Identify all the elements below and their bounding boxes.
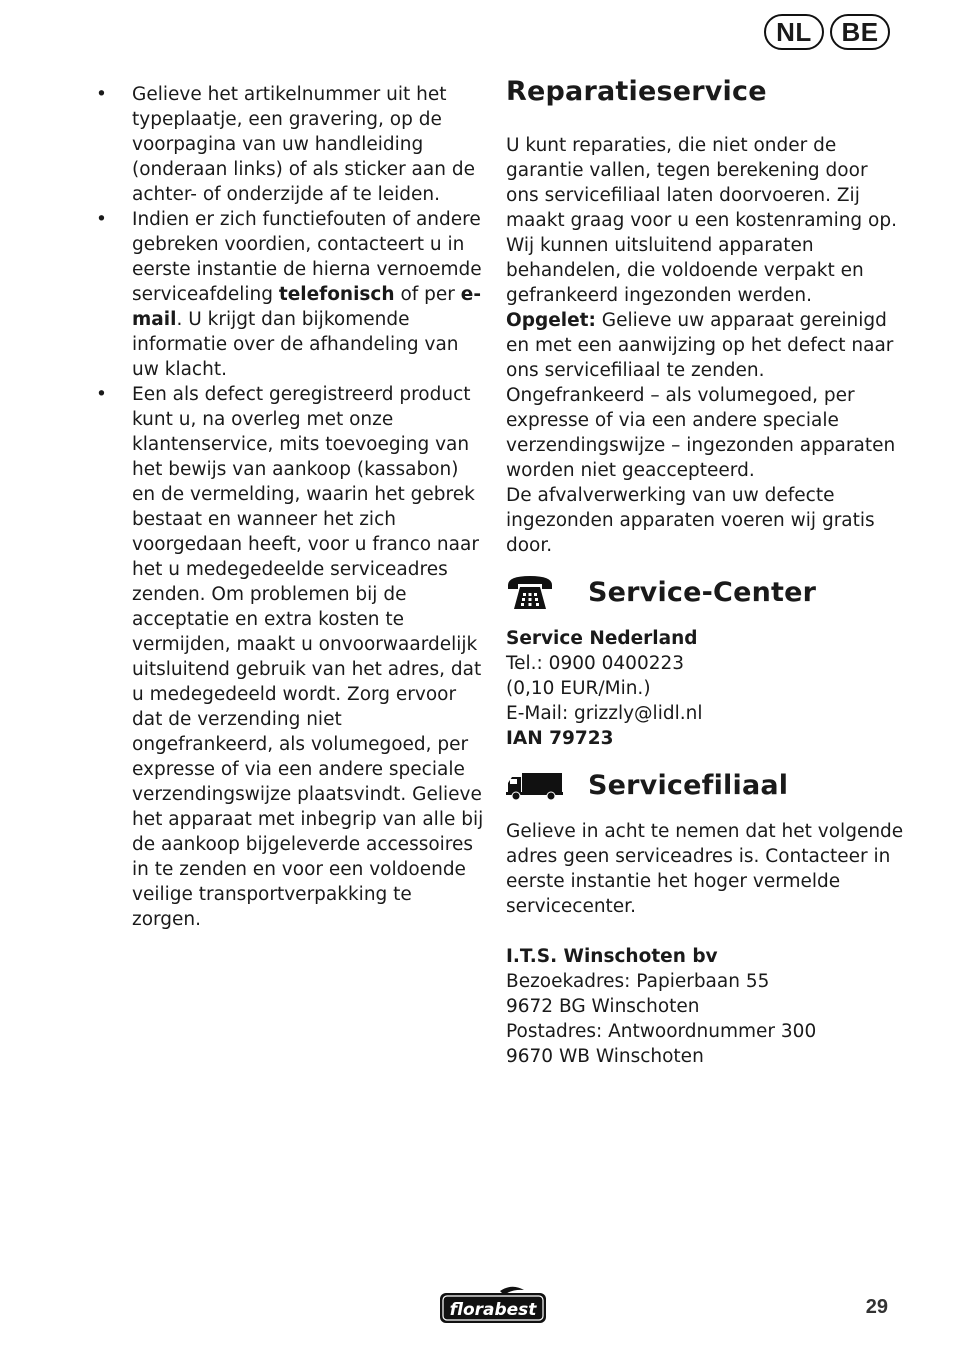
bullet-dot: • xyxy=(96,84,107,105)
service-center-heading: Service-Center xyxy=(588,577,817,608)
telephone-icon xyxy=(506,573,588,613)
attention-text: Gelieve uw apparaat gereinigd en met een aanwijzing op het defect naar ons servicefiliaal te zenden. xyxy=(506,310,894,381)
bullet-text: Een als defect geregistreerd product kunt u, na overleg met onze klantenservice, mits toevoeging van het bewijs van aankoop (kassabon) en de vermelding, waarin het gebrek bestaat en wanneer het zich voorgedaan heeft, voor u franco naar het u medegedeelde serviceadres zenden. Om problemen bij de acceptatie en extra kosten te vermijden, maakt u onvoorwaardelijk uitsluitend gebruik van het adres, dat u medegedeeld wordt. Zorg ervoor dat de verzending niet ongefrankeerd, als volumegoed, per expresse of via een andere speciale verzendingswijze plaatsvindt. Gelieve het apparaat met inbegrip van alle bij de aankoop bijgeleverde accessoires in te zenden en voor een voldoende veilige transportverpakking te zorgen. xyxy=(132,384,484,930)
bullet-text-part: Indien er zich functiefouten of andere gebreken voordien, contacteert u in eerste instantie de hierna vernoemde serviceafdeling xyxy=(132,209,482,305)
language-badges xyxy=(764,14,890,50)
servicefiliaal-header xyxy=(506,765,906,807)
bullet-text: Gelieve het artikelnummer uit het typeplaatje, een gravering, op de voorpagina van uw handleiding (onderaan links) of als sticker aan de achter- of onderzijde af te leiden. xyxy=(132,84,475,205)
servicefiliaal-body xyxy=(506,819,906,1069)
repair-paragraph: Wij kunnen uitsluitend apparaten behandelen, die voldoende verpakt en gefrankeerd ingezonden werden. xyxy=(506,235,864,306)
repair-body xyxy=(506,133,906,558)
service-center-details xyxy=(506,626,906,751)
service-rate: (0,10 EUR/Min.) xyxy=(506,678,651,699)
service-name: Service Nederland xyxy=(506,628,698,649)
repair-paragraph: U kunt reparaties, die niet onder de garantie vallen, tegen berekening door ons servicefiliaal laten doorvoeren. Zij maakt graag voor u een kostenraming op. xyxy=(506,135,898,231)
service-phone: Tel.: 0900 0400223 xyxy=(506,653,685,674)
list-item xyxy=(96,382,486,932)
address-line: 9672 BG Winschoten xyxy=(506,996,700,1017)
bullet-text-part: . U krijgt dan bijkomende informatie over de afhandeling van uw klacht. xyxy=(132,309,459,380)
repair-paragraph: Ongefrankeerd – als volumegoed, per expresse of via een andere speciale verzendingswijze – ingezonden apparaten worden niet geaccepteerd. xyxy=(506,385,896,481)
right-column xyxy=(506,74,906,1069)
repair-paragraph xyxy=(506,308,906,383)
left-column xyxy=(96,82,486,932)
lang-badge-be: BE xyxy=(830,14,890,50)
lang-badge-nl: NL xyxy=(764,14,824,50)
company-name: I.T.S. Winschoten bv xyxy=(506,946,718,967)
bullet-bold-phone: telefonisch xyxy=(278,284,395,305)
bullet-dot: • xyxy=(96,384,107,405)
bullet-list xyxy=(96,82,486,932)
address-line: Bezoekadres: Papierbaan 55 xyxy=(506,971,770,992)
bullet-bold-email: e-mail xyxy=(132,284,482,330)
service-ian: IAN 79723 xyxy=(506,728,614,749)
address-line: Postadres: Antwoordnummer 300 xyxy=(506,1021,817,1042)
bullet-dot: • xyxy=(96,209,107,230)
bullet-text-part: of per xyxy=(394,284,461,305)
servicefiliaal-note: Gelieve in acht te nemen dat het volgende adres geen serviceadres is. Contacteer in eerste instantie het hoger vermelde servicecenter. xyxy=(506,821,904,917)
repair-paragraph: De afvalverwerking van uw defecte ingezonden apparaten voeren wij gratis door. xyxy=(506,485,875,556)
list-item xyxy=(96,82,486,207)
service-center-header xyxy=(506,572,906,614)
list-item xyxy=(96,207,486,382)
repair-heading: Reparatieservice xyxy=(506,76,767,107)
address-line: 9670 WB Winschoten xyxy=(506,1046,704,1067)
truck-icon xyxy=(506,771,588,801)
servicefiliaal-heading: Servicefiliaal xyxy=(588,770,789,801)
logo-text: florabest xyxy=(449,1300,537,1320)
service-email: E-Mail: grizzly@lidl.nl xyxy=(506,703,703,724)
attention-label: Opgelet: xyxy=(506,310,596,331)
florabest-logo xyxy=(438,1285,548,1325)
page-number: 29 xyxy=(865,1296,888,1318)
